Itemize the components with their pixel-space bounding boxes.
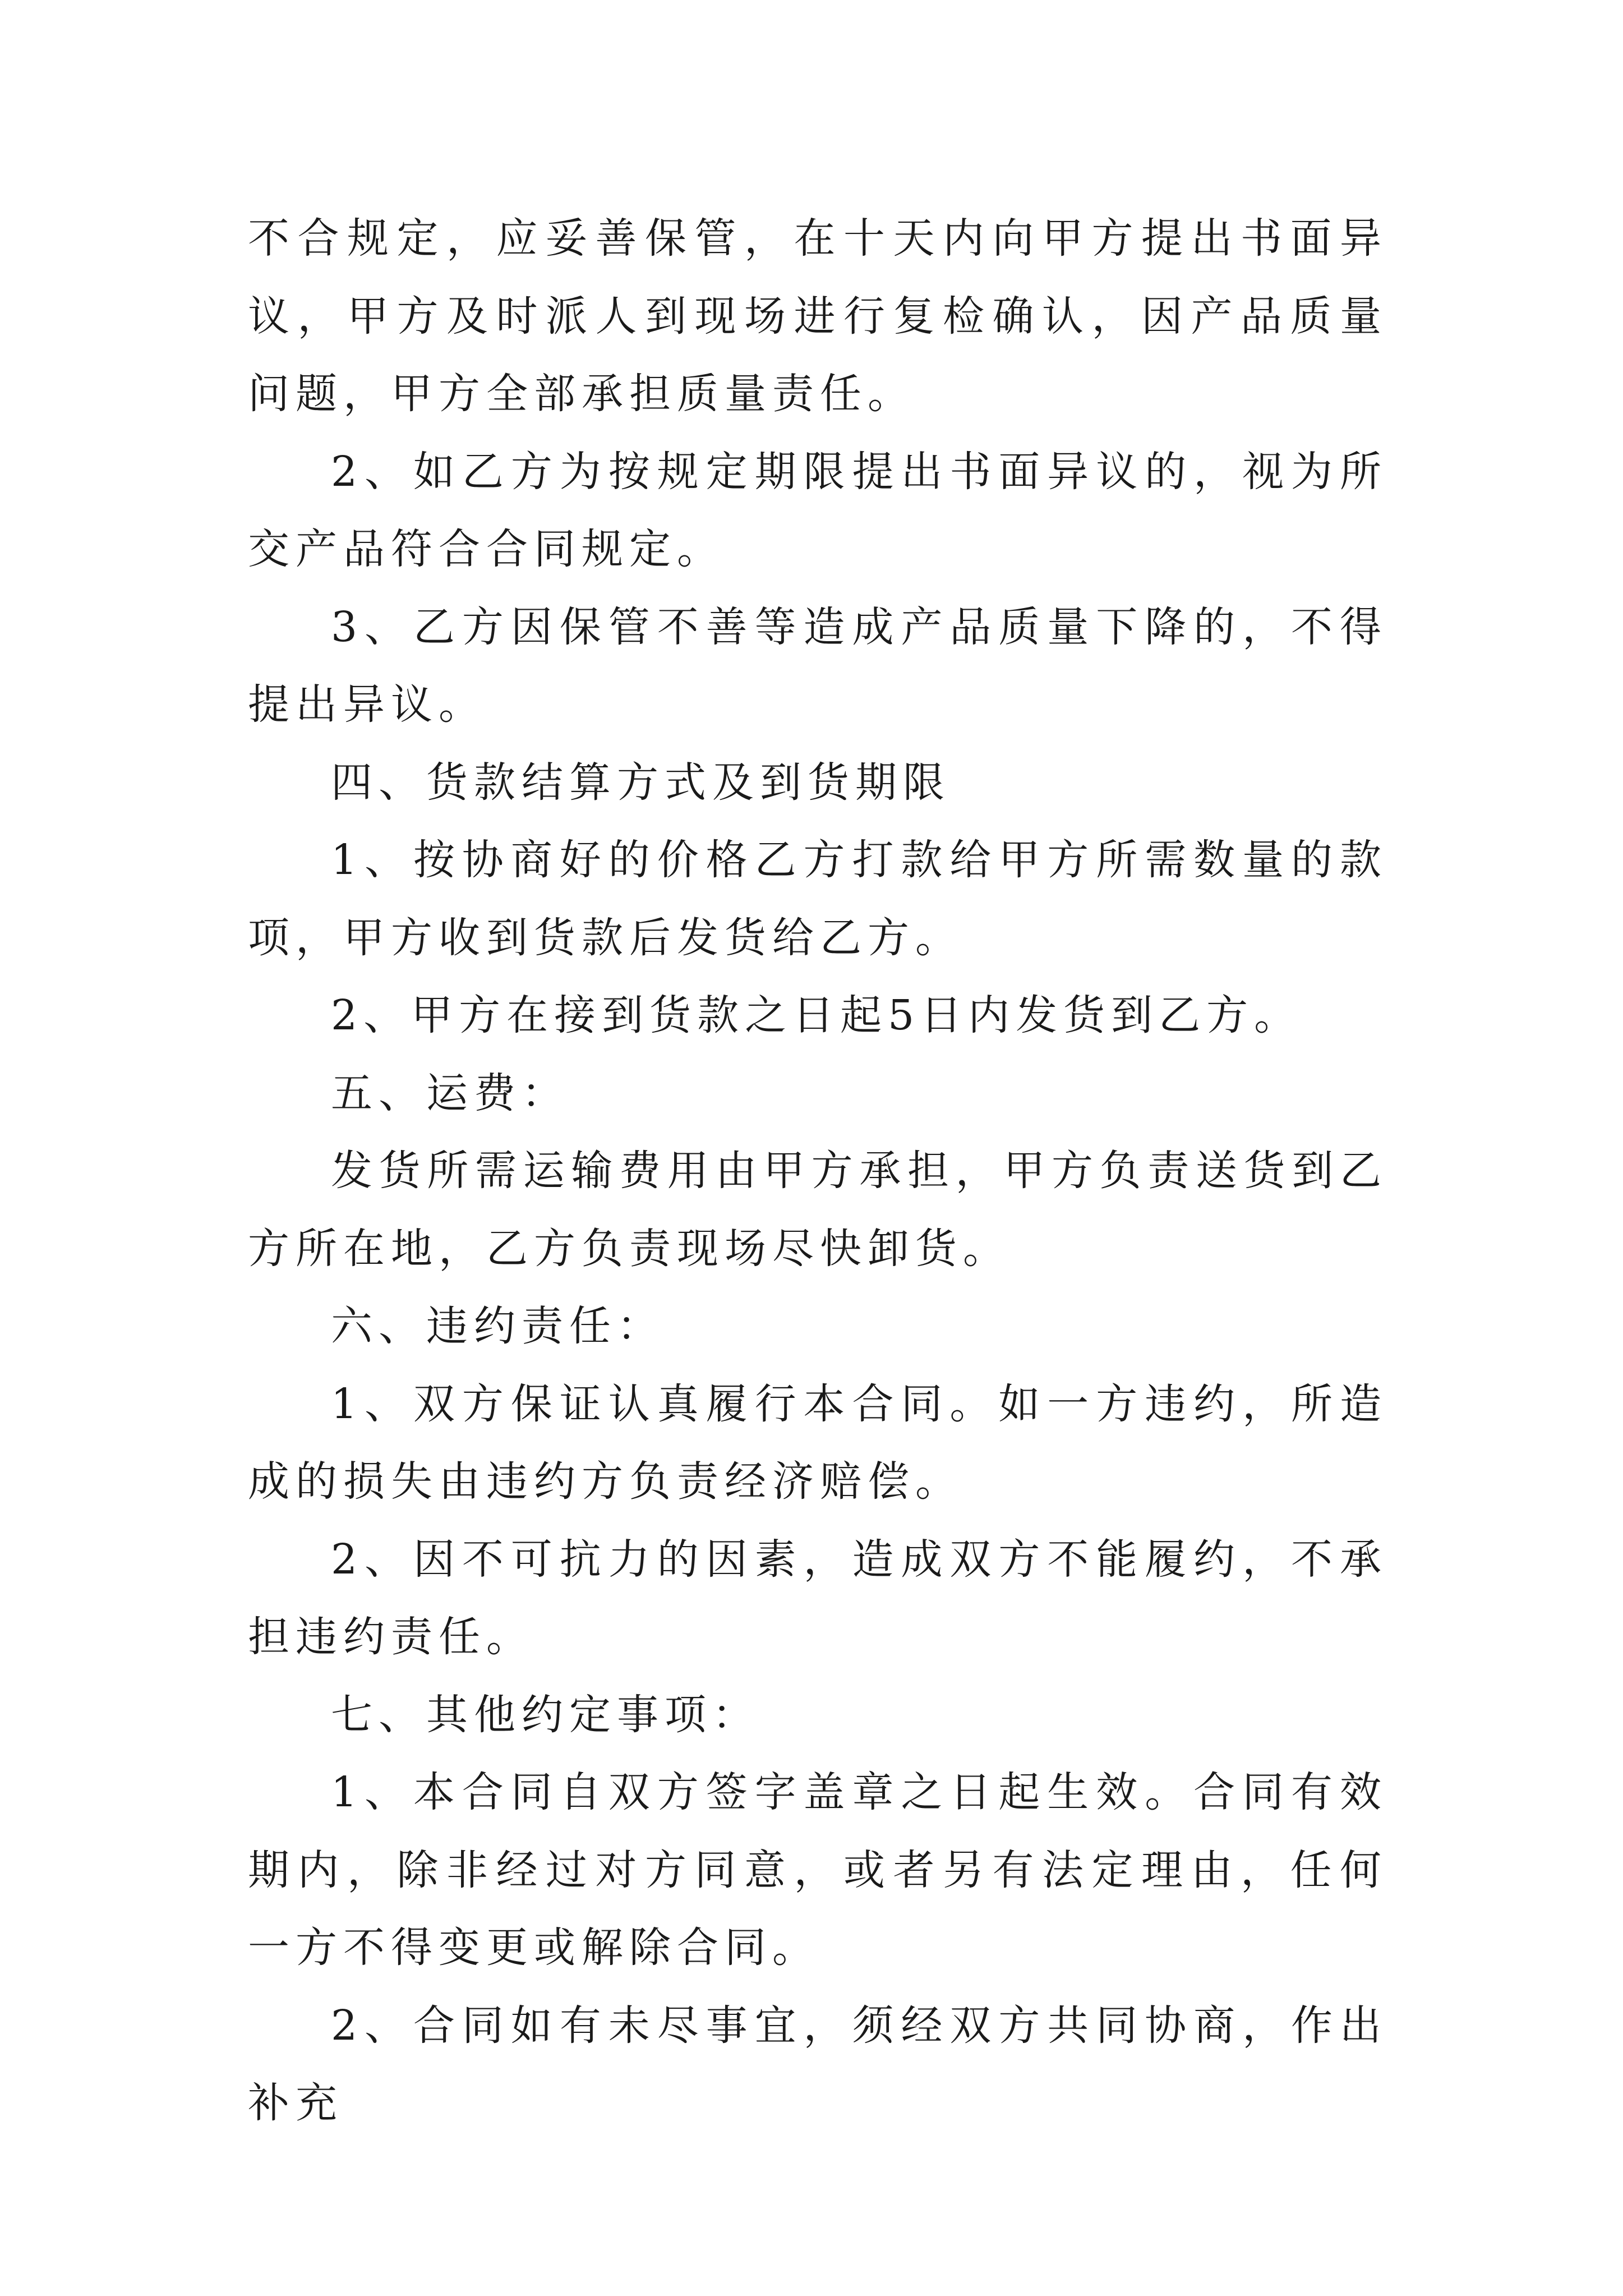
paragraph-clause-6-2: 2、因不可抗力的因素，造成双方不能履约，不承担违约责任。 — [248, 1535, 1387, 1661]
paragraph-clause-6-1: 1、双方保证认真履行本合同。如一方违约，所造成的损失由违约方负责经济赔偿。 — [248, 1379, 1387, 1506]
paragraph-clause-4-2: 2、甲方在接到货款之日起5日内发货到乙方。 — [331, 991, 1302, 1039]
paragraph-freight: 发货所需运输费用由甲方承担，甲方负责送货到乙方所在地，乙方负责现场尽快卸货。 — [248, 1147, 1387, 1273]
section-heading-freight: 五、运费： — [331, 1069, 569, 1117]
section-heading-liability: 六、违约责任： — [331, 1302, 665, 1350]
section-heading-payment: 四、货款结算方式及到货期限 — [331, 758, 951, 807]
paragraph-clause-3-2: 2、如乙方为按规定期限提出书面异议的，视为所交产品符合合同规定。 — [248, 447, 1387, 573]
paragraph-clause-3-3: 3、乙方因保管不善等造成产品质量下降的，不得提出异议。 — [248, 602, 1387, 729]
paragraph-clause-7-2: 2、合同如有未尽事宜，须经双方共同协商，作出补充 — [248, 2001, 1387, 2127]
section-heading-other-matters: 七、其他约定事项： — [331, 1690, 760, 1739]
paragraph-clause-4-1: 1、按协商好的价格乙方打款给甲方所需数量的款项，甲方收到货款后发货给乙方。 — [248, 836, 1387, 962]
document-body — [248, 200, 1387, 2142]
paragraph-quality-objection-continued: 不合规定，应妥善保管，在十天内向甲方提出书面异议，甲方及时派人到现场进行复检确认，因产品质量问题，甲方全部承担质量责任。 — [248, 214, 1387, 418]
paragraph-clause-7-1: 1、本合同自双方签字盖章之日起生效。合同有效期内，除非经过对方同意，或者另有法定理由，任何一方不得变更或解除合同。 — [248, 1768, 1387, 1972]
